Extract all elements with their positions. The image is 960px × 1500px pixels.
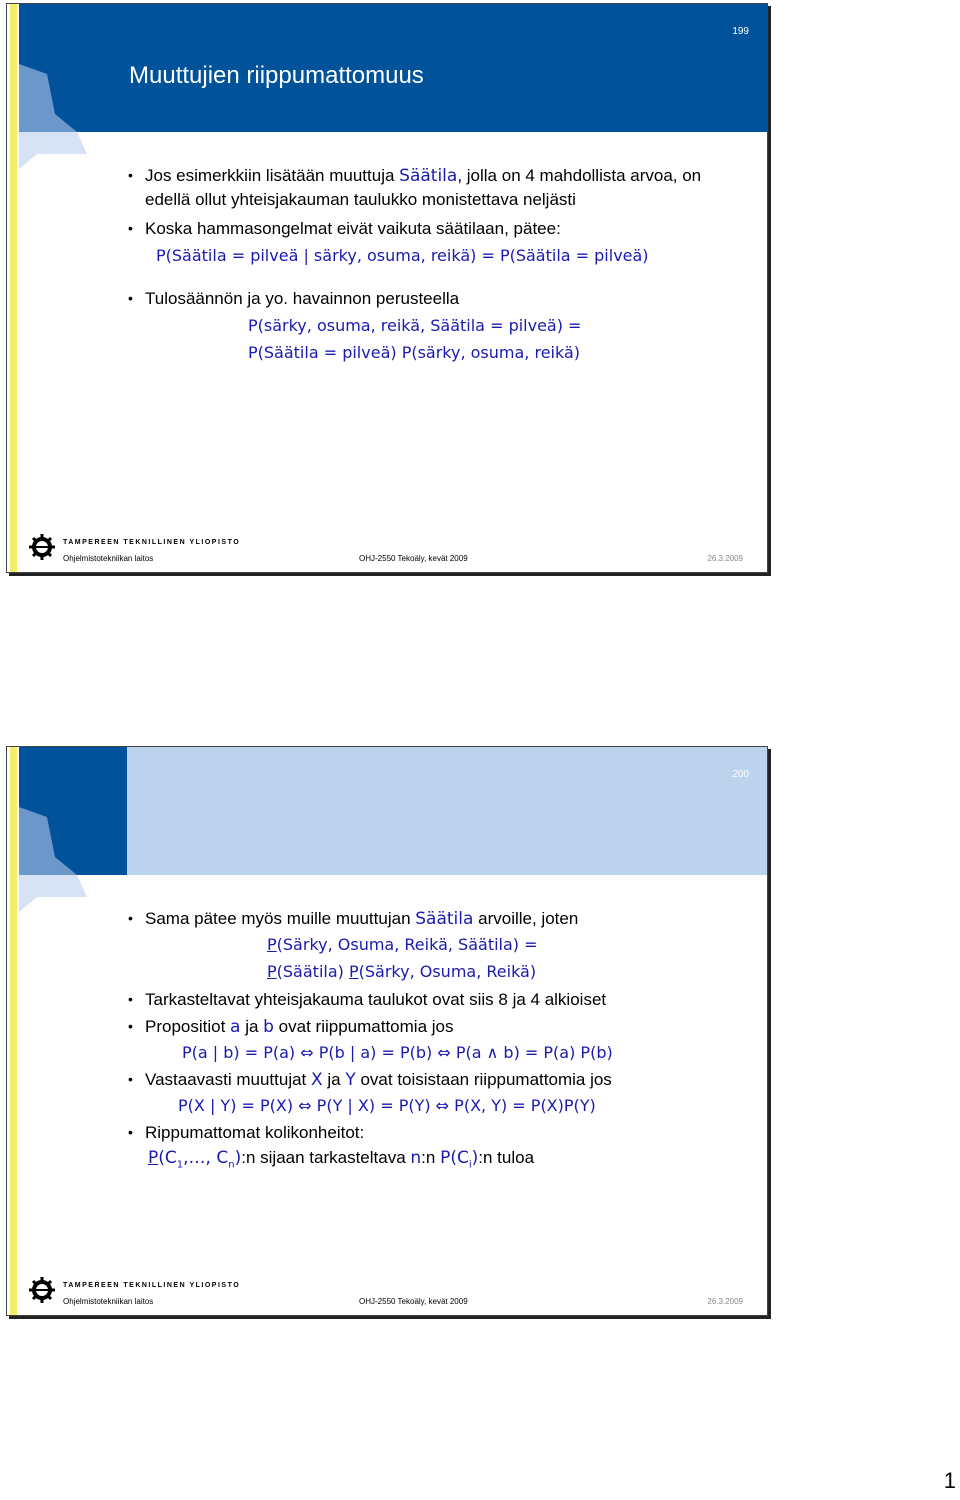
slide-content (122, 907, 747, 1179)
university-logo-icon (29, 1277, 55, 1303)
header-band (127, 747, 767, 875)
variable-saatila: Säätila (399, 166, 458, 186)
slide-199 (6, 3, 768, 573)
formula: P(Särky, Osuma, Reikä, Säätila) = (267, 935, 538, 954)
gear-icon (7, 747, 127, 947)
variable-saatila: Säätila (415, 909, 474, 929)
bullet-item: • Rippumattomat kolikonheitot: (122, 1121, 747, 1144)
university-name: TAMPEREEN TEKNILLINEN YLIOPISTO (63, 1282, 241, 1289)
slide-200 (6, 746, 768, 1316)
slide-title: Muuttujien riippumattomuus (129, 62, 424, 89)
formula: P(a | b) = P(a) ⇔ P(b | a) = P(b) ⇔ P(a ∧ b) = P(a) P(b) (182, 1043, 613, 1062)
formula: P(Säätila = pilveä) P(särky, osuma, reikä) (248, 343, 581, 362)
slide-date: 26.3.2009 (707, 554, 743, 563)
formula: P(Säätila) P(Särky, Osuma, Reikä) (267, 962, 537, 981)
course-name: OHJ-2550 Tekoäly, kevät 2009 (359, 554, 468, 563)
formula: P(X | Y) = P(X) ⇔ P(Y | X) = P(Y) ⇔ P(X, Y) = P(X)P(Y) (178, 1096, 596, 1115)
bullet-item: • Sama pätee myös muille muuttujan Säätila arvoille, joten (122, 907, 747, 931)
university-logo-icon (29, 534, 55, 560)
formula: $P(C_1,\dots$, $C_n):n$ sijaan tarkasteltava n:n $P(C_i):n$ tuloa (148, 1148, 535, 1171)
bullet-item: • Koska hammasongelmat eivät vaikuta säätilaan, pätee: (122, 217, 747, 240)
bullet-item: • Jos esimerkkiin lisätään muuttuja Säätila, jolla on 4 mahdollista arvoa, on edellä ollut yhteisjakauman taulukko monistettava neljästi (122, 164, 747, 211)
bullet-item: • Tulosäännön ja yo. havainnon perusteella (122, 287, 747, 310)
bullet-item: • Vastaavasti muuttujat X ja Y ovat toisistaan riippumattomia jos (122, 1068, 747, 1092)
bullet-item: • Propositiot a ja b ovat riippumattomia jos (122, 1015, 747, 1039)
bullet-item: • Tarkasteltavat yhteisjakauma taulukot ovat siis 8 ja 4 alkioiset (122, 988, 747, 1011)
gear-icon (7, 4, 127, 204)
formula: P(särky, osuma, reikä, Säätila = pilveä) = (248, 316, 582, 335)
course-name: OHJ-2550 Tekoäly, kevät 2009 (359, 1297, 468, 1306)
slide-page-number: 199 (732, 26, 749, 37)
slide-footer (7, 532, 767, 572)
slide-content (122, 164, 747, 366)
university-name: TAMPEREEN TEKNILLINEN YLIOPISTO (63, 539, 241, 546)
slide-date: 26.3.2009 (707, 1297, 743, 1306)
department-name: Ohjelmistotekniikan laitos (63, 554, 154, 563)
department-name: Ohjelmistotekniikan laitos (63, 1297, 154, 1306)
formula: P(Säätila = pilveä | särky, osuma, reikä) = P(Säätila = pilveä) (156, 246, 649, 265)
document-page-number: 1 (943, 1468, 956, 1493)
slide-footer (7, 1275, 767, 1315)
slide-page-number: 200 (732, 769, 749, 780)
